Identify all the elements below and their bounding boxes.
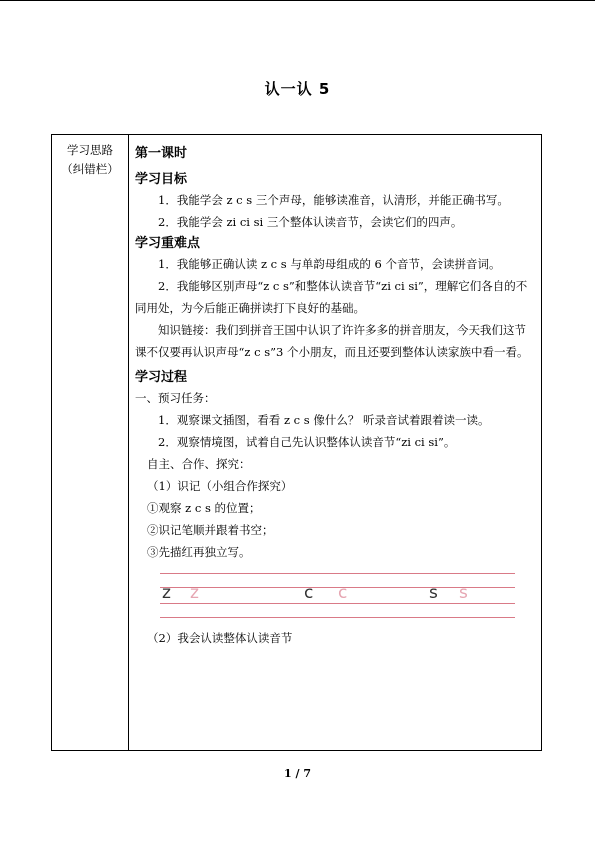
handwriting-letter-s: s xyxy=(429,583,438,603)
handwriting-practice-lines xyxy=(160,573,515,621)
step1-item: ③先描红再独立写。 xyxy=(147,545,251,559)
preview-title: 一、预习任务： xyxy=(135,391,216,405)
content-column xyxy=(135,143,535,649)
lesson-table xyxy=(51,134,542,751)
tracing-letter-c: c xyxy=(338,583,348,603)
guide-line xyxy=(160,603,515,604)
notes-column xyxy=(52,141,128,179)
goals-heading: 学习目标 xyxy=(135,172,188,187)
page-title: 认一认 5 xyxy=(264,80,331,98)
preview-item: 1．观察课文插图，看看 z c s 像什么？ 听录音试着跟着读一读。 xyxy=(158,413,490,427)
handwriting-letter-c: c xyxy=(304,583,314,603)
preview-item: 2．观察情境图，试着自己先认识整体认读音节“zi ci si”。 xyxy=(158,435,456,449)
tracing-letter-z: z xyxy=(190,583,199,603)
explore-title: 自主、合作、探究： xyxy=(147,457,251,471)
notes-column-label: 学习思路 xyxy=(67,143,113,157)
key-points-heading: 学习重难点 xyxy=(135,236,201,251)
handwriting-letter-z: z xyxy=(162,583,171,603)
step2-title: （2）我会认读整体认读音节 xyxy=(147,631,293,645)
lesson-heading: 第一课时 xyxy=(135,146,188,161)
guide-line xyxy=(160,573,515,574)
guide-line xyxy=(160,617,515,618)
top-rule xyxy=(0,0,595,1)
process-heading: 学习过程 xyxy=(135,370,188,385)
key-point-item: 1．我能够正确认读 z c s 与单韵母组成的 6 个音节，会读拼音词。 xyxy=(158,257,501,271)
step1-item: ②识记笔顺并跟着书空； xyxy=(147,523,274,537)
page-number: 1 / 7 xyxy=(284,767,311,780)
key-point-item: 2．我能够区别声母“z c s”和整体认读音节“zi ci si”，理解它们各自的不同用处，为今后能正确拼读打下良好的基础。 xyxy=(135,279,528,315)
goal-item: 2．我能学会 zi ci si 三个整体认读音节，会读它们的四声。 xyxy=(158,215,463,229)
tracing-letter-s: s xyxy=(459,583,468,603)
step1-title: （1）识记（小组合作探究） xyxy=(147,479,293,493)
step1-item: ①观察 z c s 的位置； xyxy=(147,501,261,515)
knowledge-link: 知识链接：我们到拼音王国中认识了许许多多的拼音朋友，今天我们这节课不仅要再认识声母“z c s”3 个小朋友，而且还要到整体认读家族中看一看。 xyxy=(135,323,529,359)
goal-item: 1．我能学会 z c s 三个声母，能够读准音，认清形，并能正确书写。 xyxy=(158,193,509,207)
column-divider xyxy=(128,135,129,750)
notes-column-sublabel: （纠错栏） xyxy=(61,162,119,176)
